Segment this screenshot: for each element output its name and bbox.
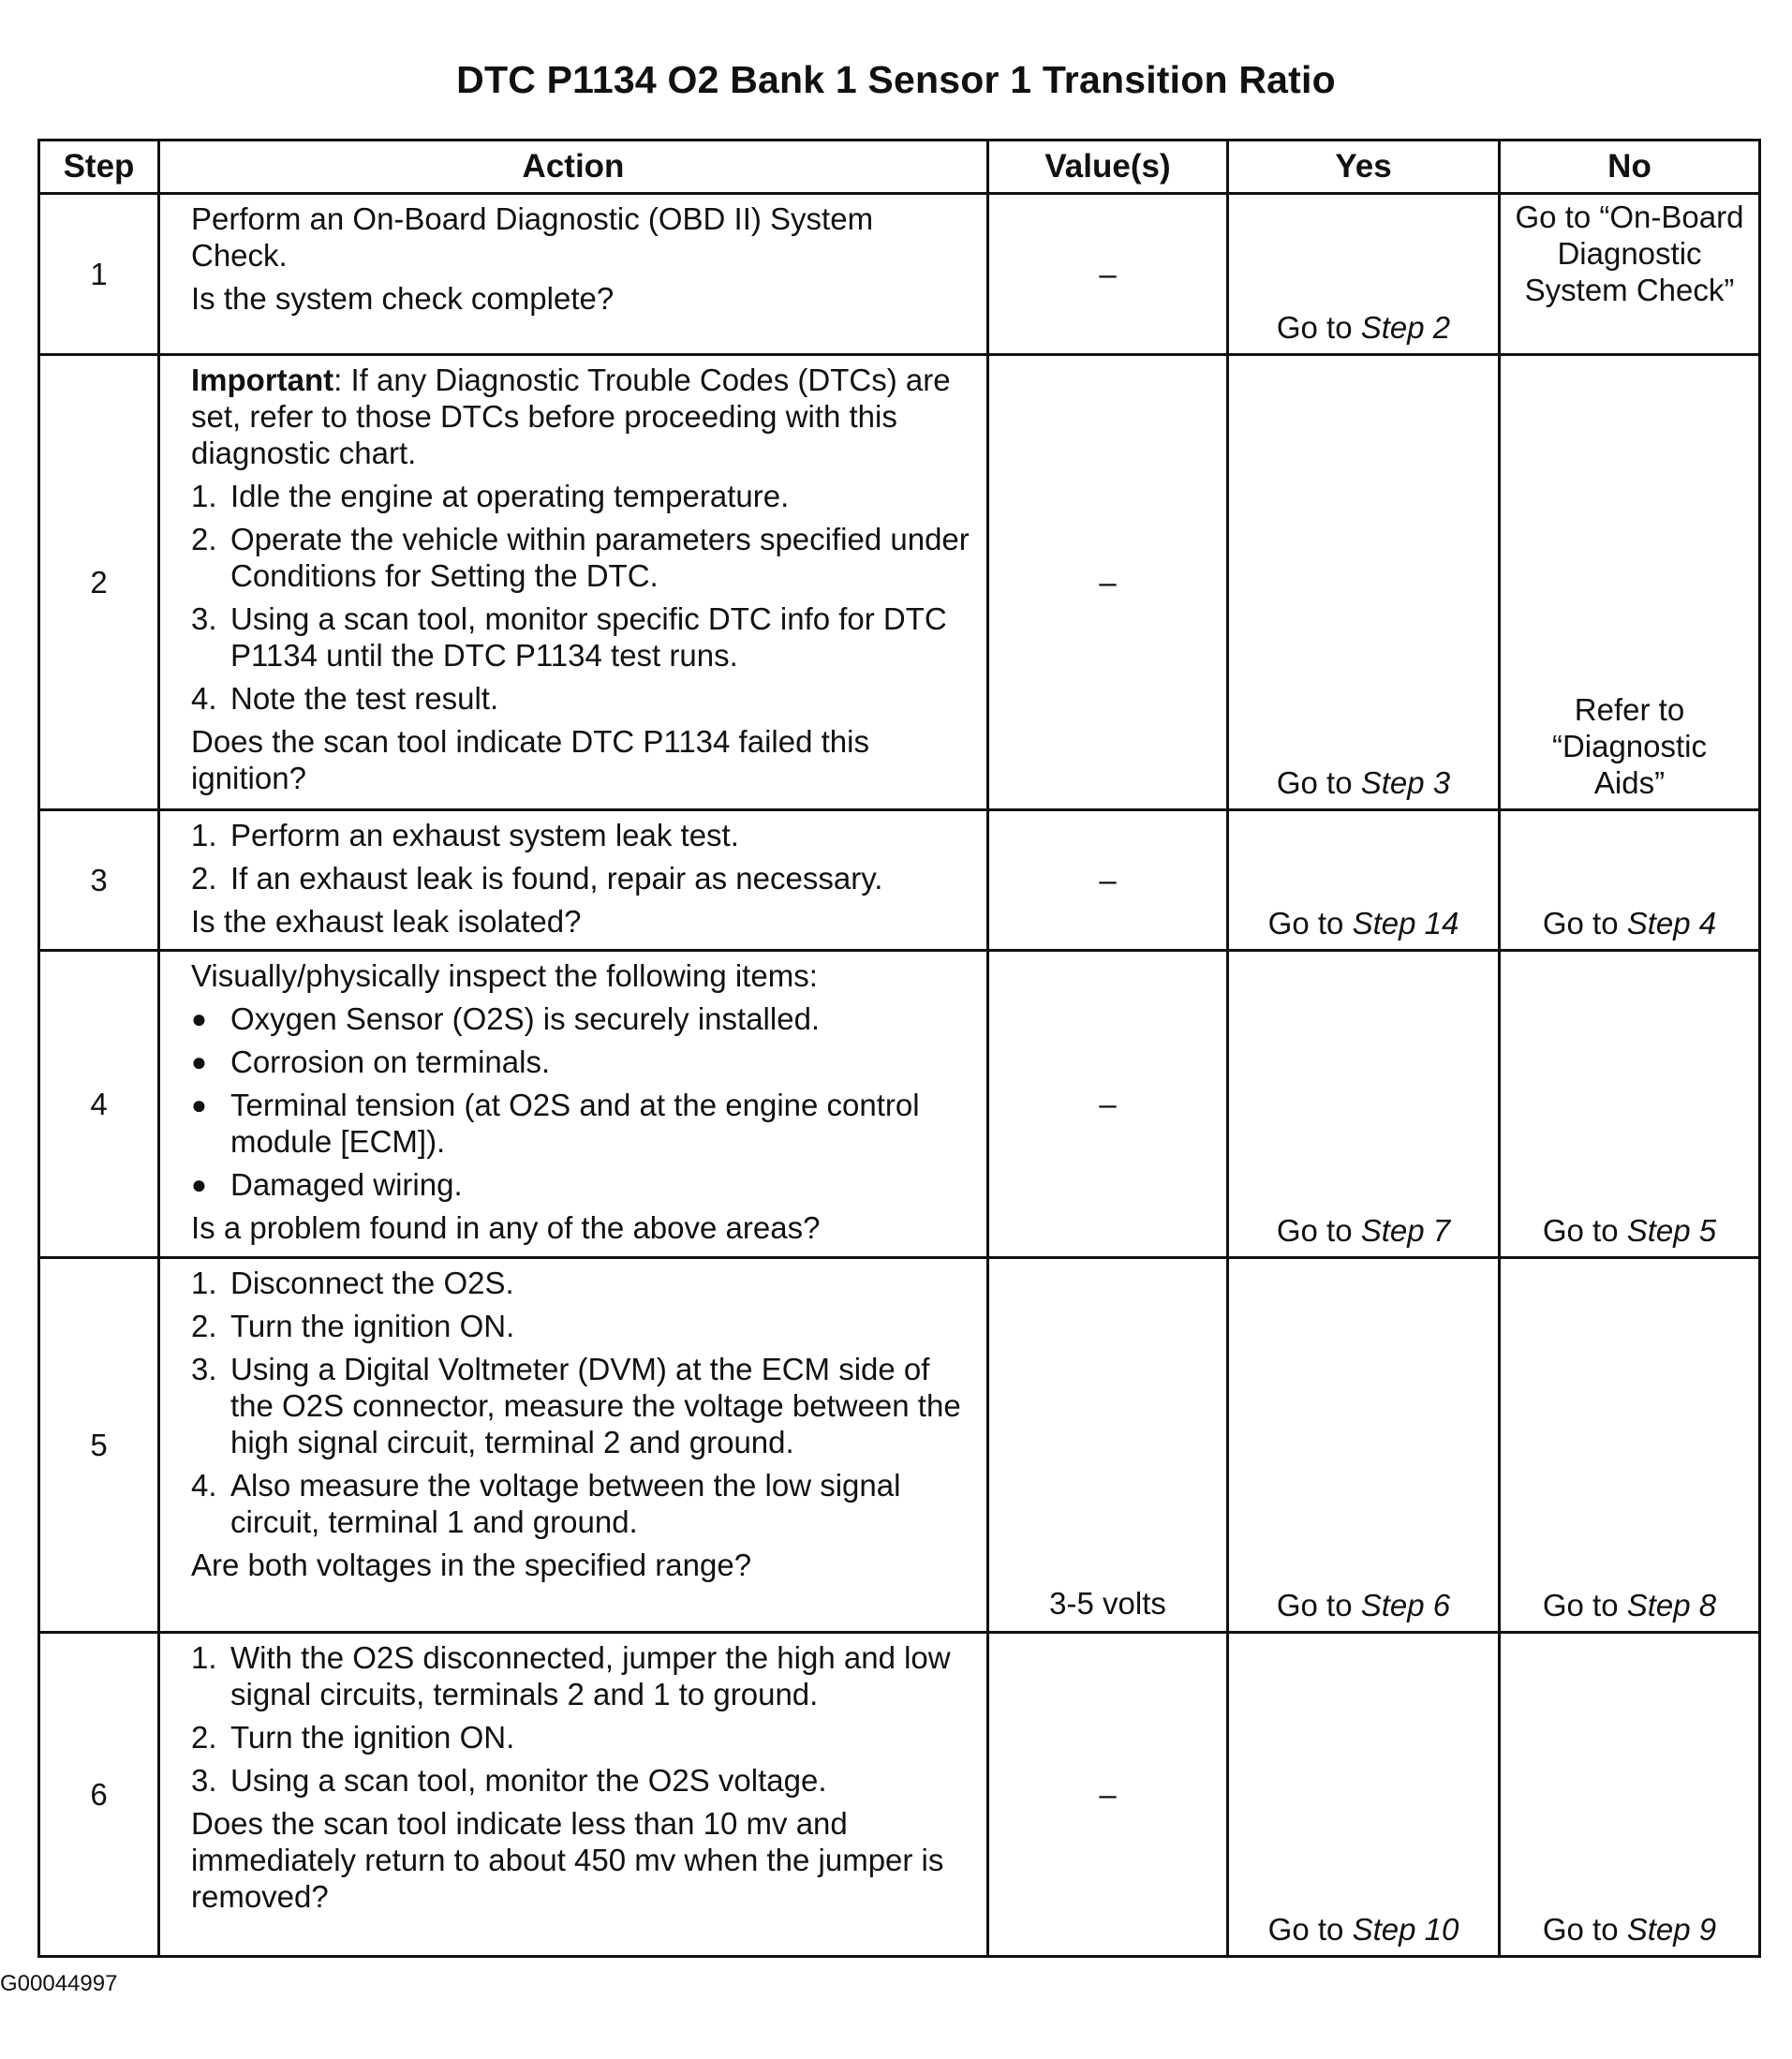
- bullet-item: ● Terminal tension (at O2S and at the engine control module [ECM]).: [191, 1088, 920, 1159]
- action-cell: [159, 1633, 988, 1957]
- yes-cell: Go to Step 14: [1228, 810, 1500, 951]
- step-number: 3: [39, 810, 159, 951]
- no-cell: Go to Step 8: [1500, 1258, 1760, 1633]
- value-cell: –: [988, 951, 1228, 1258]
- list-item: 2. Turn the ignition ON.: [191, 1720, 515, 1755]
- no-cell: Go to Step 4: [1500, 810, 1760, 951]
- figure-id: G00044997: [0, 1971, 118, 1996]
- table-row: [39, 194, 1760, 355]
- action-question: Does the scan tool indicate less than 10 mv and immediately return to about 450 mv when the jumper is removed?: [191, 1806, 944, 1914]
- table-row: [39, 951, 1760, 1258]
- step-number: 1: [39, 194, 159, 355]
- list-item: 2. Operate the vehicle within parameters specified under Conditions for Setting the DTC.: [191, 522, 970, 593]
- yes-cell: Go to Step 10: [1228, 1633, 1500, 1957]
- important-note: Important: If any Diagnostic Trouble Codes (DTCs) are set, refer to those DTCs before proceeding with this diagnostic chart.: [191, 363, 951, 470]
- list-item: 1. Disconnect the O2S.: [191, 1266, 514, 1300]
- table-row: [39, 810, 1760, 951]
- no-cell: Go to Step 5: [1500, 951, 1760, 1258]
- yes-cell: Go to Step 6: [1228, 1258, 1500, 1633]
- list-item: 2. If an exhaust leak is found, repair as necessary.: [191, 861, 883, 896]
- action-question: Does the scan tool indicate DTC P1134 failed this ignition?: [191, 724, 869, 795]
- action-question: Is the system check complete?: [191, 281, 615, 316]
- value-cell: –: [988, 194, 1228, 355]
- action-question: Are both voltages in the specified range?: [191, 1548, 752, 1582]
- yes-cell: Go to Step 3: [1228, 355, 1500, 810]
- action-cell: [159, 810, 988, 951]
- action-cell: [159, 1258, 988, 1633]
- page-title: DTC P1134 O2 Bank 1 Sensor 1 Transition Ratio: [456, 58, 1336, 101]
- list-item: 1. Idle the engine at operating temperature.: [191, 479, 790, 513]
- action-intro: Visually/physically inspect the following items:: [191, 958, 818, 993]
- header-step: Step: [39, 141, 159, 194]
- action-text: Perform an On-Board Diagnostic (OBD II) System Check.: [191, 201, 874, 273]
- yes-cell: Go to Step 2: [1228, 194, 1500, 355]
- table-row: [39, 355, 1760, 810]
- no-cell: Go to Step 9: [1500, 1633, 1760, 1957]
- value-cell: –: [988, 1633, 1228, 1957]
- list-item: 3. Using a scan tool, monitor specific DTC info for DTC P1134 until the DTC P1134 test runs.: [191, 601, 947, 673]
- step-number: 6: [39, 1633, 159, 1957]
- step-number: 4: [39, 951, 159, 1258]
- list-item: 2. Turn the ignition ON.: [191, 1309, 515, 1343]
- list-item: 3. Using a Digital Voltmeter (DVM) at the ECM side of the O2S connector, measure the voltage between the high signal circuit, terminal 2 and ground.: [191, 1352, 961, 1459]
- yes-cell: Go to Step 7: [1228, 951, 1500, 1258]
- bullet-item: ● Corrosion on terminals.: [191, 1044, 551, 1079]
- header-values: Value(s): [988, 141, 1228, 194]
- action-cell: [159, 951, 988, 1258]
- header-row: [39, 141, 1760, 194]
- table-row: [39, 1633, 1760, 1957]
- header-no: No: [1500, 141, 1760, 194]
- list-item: 4. Also measure the voltage between the low signal circuit, terminal 1 and ground.: [191, 1468, 901, 1539]
- no-cell: Go to “On-Board Diagnostic System Check”: [1500, 194, 1760, 355]
- diagnostic-table: [37, 139, 1761, 1958]
- step-number: 2: [39, 355, 159, 810]
- bullet-item: ● Oxygen Sensor (O2S) is securely installed.: [191, 1001, 821, 1036]
- header-action: Action: [159, 141, 988, 194]
- action-question: Is a problem found in any of the above areas?: [191, 1210, 821, 1245]
- list-item: 1. Perform an exhaust system leak test.: [191, 818, 739, 852]
- list-item: 4. Note the test result.: [191, 681, 499, 716]
- bullet-item: ● Damaged wiring.: [191, 1167, 463, 1202]
- value-cell: 3-5 volts: [988, 1258, 1228, 1633]
- value-cell: –: [988, 810, 1228, 951]
- table-row: [39, 1258, 1760, 1633]
- action-cell: [159, 194, 988, 355]
- header-yes: Yes: [1228, 141, 1500, 194]
- step-number: 5: [39, 1258, 159, 1633]
- action-cell: [159, 355, 988, 810]
- list-item: 3. Using a scan tool, monitor the O2S voltage.: [191, 1763, 827, 1798]
- no-cell: Refer to “Diagnostic Aids”: [1500, 355, 1760, 810]
- list-item: 1. With the O2S disconnected, jumper the high and low signal circuits, terminals 2 and 1 to ground.: [191, 1640, 951, 1711]
- value-cell: –: [988, 355, 1228, 810]
- action-question: Is the exhaust leak isolated?: [191, 904, 582, 939]
